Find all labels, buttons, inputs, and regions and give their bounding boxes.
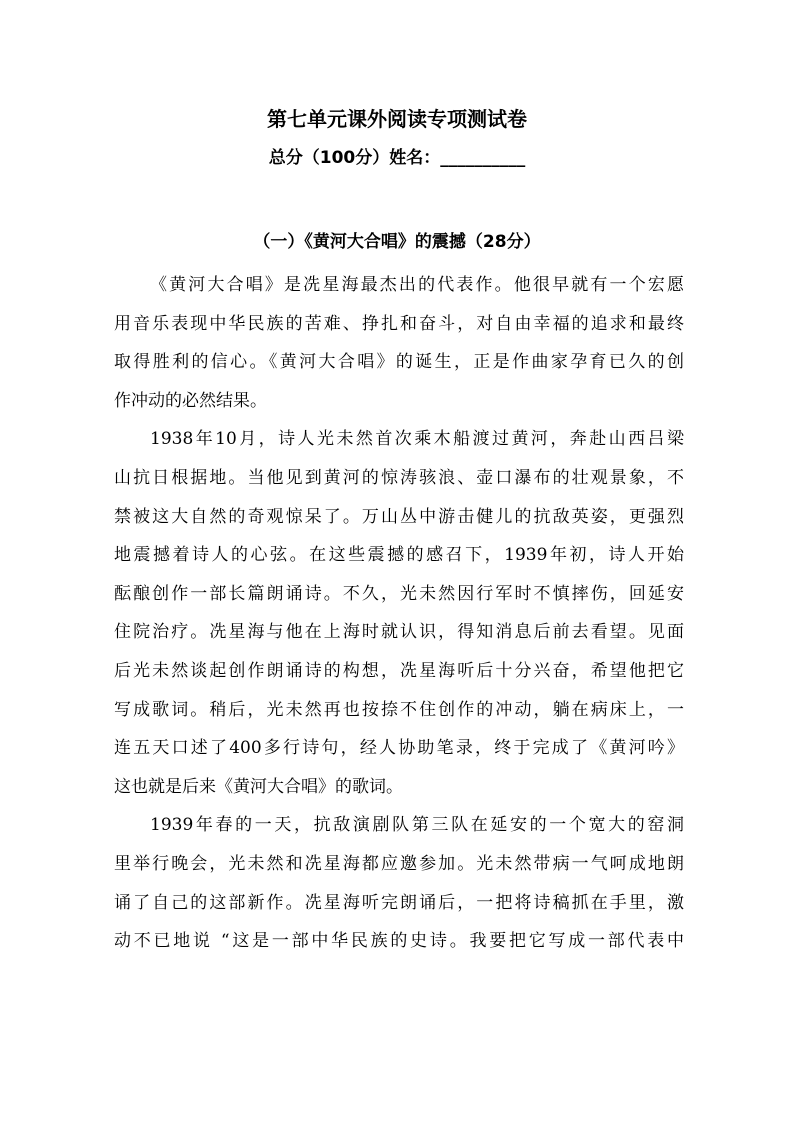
text-line: 里举行晚会，光未然和冼星海都应邀参加。光未然带病一气呵成地朗 [114,853,684,874]
text-line: 作冲动的必然结果。 [114,390,267,411]
text-line: 酝酿创作一部长篇朗诵诗。不久，光未然因行军时不慎摔伤，回延安 [114,583,684,604]
text-line: 诵了自己的这部新作。冼星海听完朗诵后，一把将诗稿抓在手里，激 [114,892,684,913]
text-line: 后光未然谈起创作朗诵诗的构想，冼星海听后十分兴奋，希望他把它 [114,660,684,681]
text-line: 连五天口述了400多行诗句，经人协助笔录，终于完成了《黄河吟》 [114,738,684,759]
text-line: 这也就是后来《黄河大合唱》的歌词。 [114,776,403,797]
section-heading: （一）《黄河大合唱》的震撼（28分） [253,232,541,252]
text-line: 禁被这大自然的奇观惊呆了。万山丛中游击健儿的抗敌英姿，更强烈 [114,506,684,527]
text-line: 住院治疗。冼星海与他在上海时就认识，得知消息后前去看望。见面 [114,622,684,643]
text-line: 用音乐表现中华民族的苦难、挣扎和奋斗，对自由幸福的追求和最终 [114,313,684,334]
text-line: 《黄河大合唱》是冼星海最杰出的代表作。他很早就有一个宏愿 [150,275,684,295]
text-line: 取得胜利的信心。《黄河大合唱》的诞生，正是作曲家孕育已久的创 [114,352,684,373]
text-line: 1939年春的一天，抗敌演剧队第三队在延安的一个宽大的窑洞 [150,815,684,836]
page-title: 第七单元课外阅读专项测试卷 [267,107,527,131]
text-line: 动不已地说 “这是一部中华民族的史诗。我要把它写成一部代表中 [114,931,684,952]
text-line: 地震撼着诗人的心弦。在这些震撼的感召下，1939年初，诗人开始 [114,545,684,566]
text-line: 山抗日根据地。当他见到黄河的惊涛骇浪、壶口瀑布的壮观景象，不 [114,467,684,488]
text-line: 写成歌词。稍后，光未然再也按捺不住创作的冲动，躺在病床上，一 [114,699,684,720]
article-body [114,266,684,961]
score-name-line: 总分（100分）姓名：__________ [268,148,526,168]
text-line: 1938年10月，诗人光未然首次乘木船渡过黄河，奔赴山西吕梁 [150,429,684,450]
